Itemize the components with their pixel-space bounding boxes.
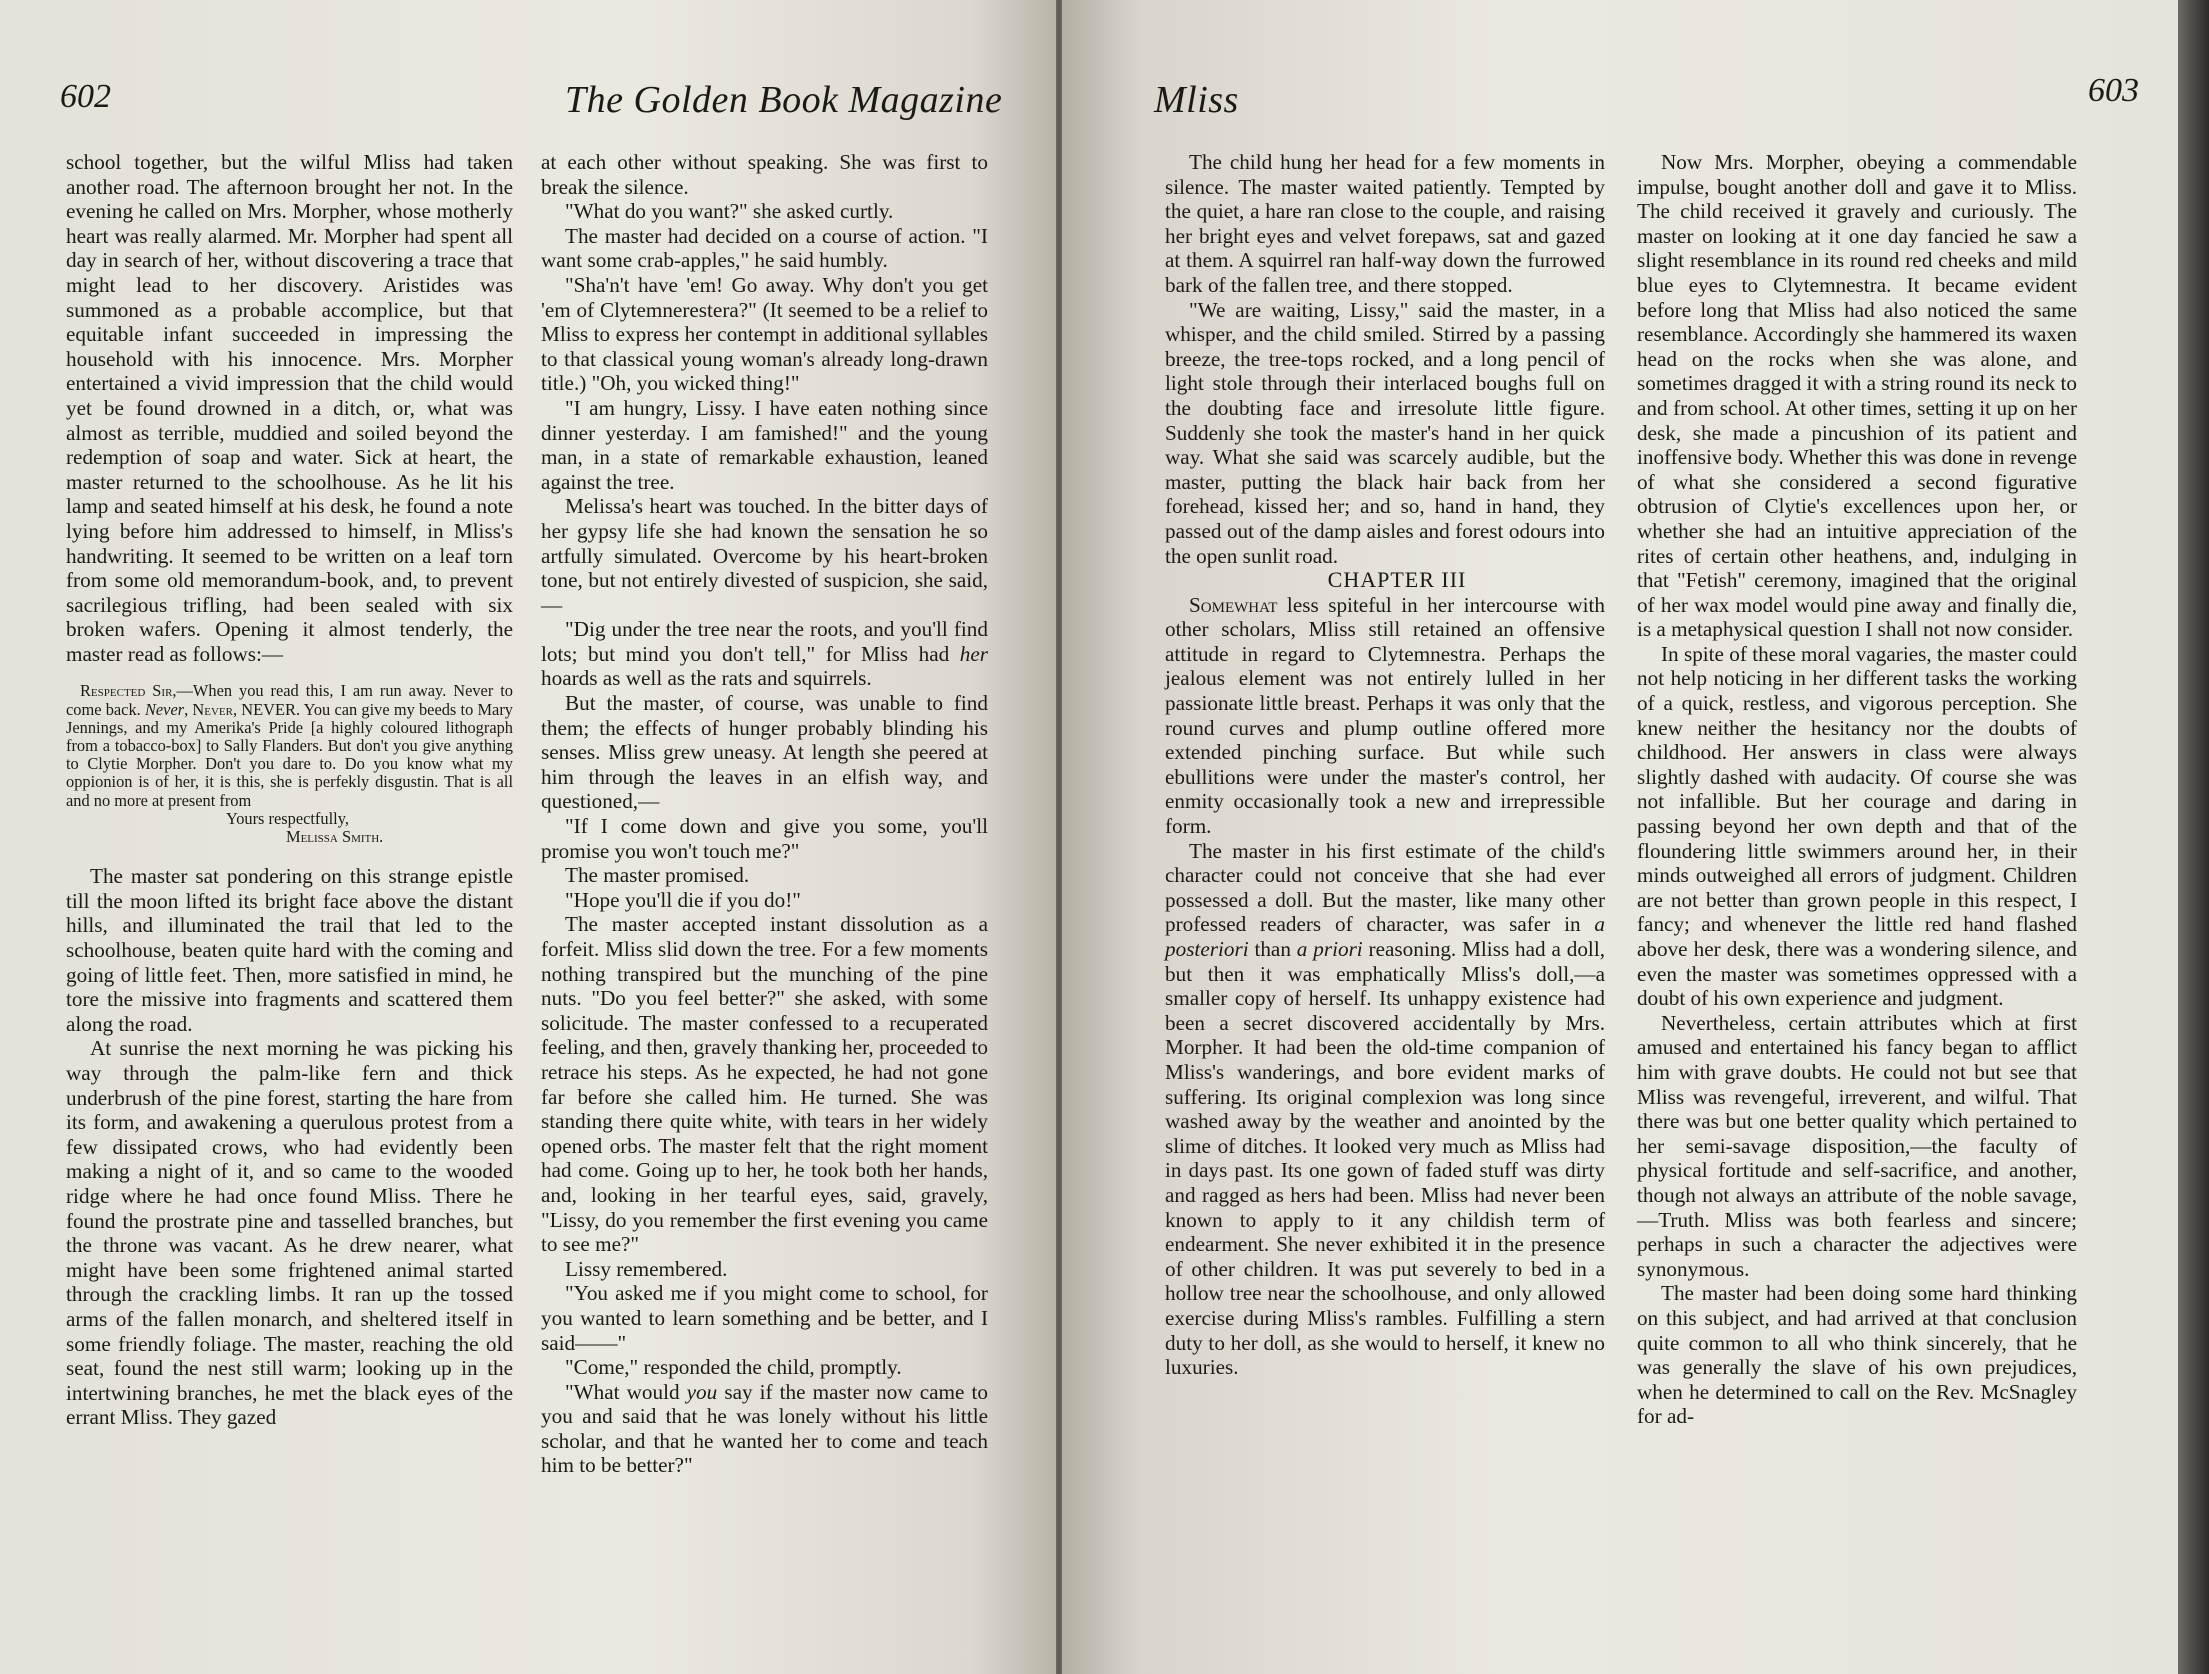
paragraph: At sunrise the next morning he was picking his way through the palm-like fern and thick underbrush of the pine forest, starting the hare from its form, and awakening a querulous protest from a few dissipated crows, who had evidently been making a night of it, and so came to the wooded ridge where he had once found Mliss. There he found the prostrate pine and tasselled branches, but the throne was vacant. As he drew nearer, what might have been some frightened animal started through the crackling limbs. It ran up the tossed arms of the fallen monarch, and sheltered itself in some friendly foliage. The master, reaching the old seat, found the nest still warm; looking up in the intertwining branches, he met the black eyes of the errant Mliss. They gazed: [66, 1036, 513, 1430]
page-number: 603: [2088, 72, 2139, 109]
paragraph: "I am hungry, Lissy. I have eaten nothing since dinner yesterday. I am famished!" and the young man, in a state of remarkable exhaustion, leaned against the tree.: [541, 395, 988, 494]
right-page: [1062, 0, 2178, 1674]
paragraph: "You asked me if you might come to school, for you wanted to learn something and be better, and I said——": [541, 1281, 988, 1355]
paragraph: The master promised.: [565, 863, 750, 888]
text-column-1: [1165, 150, 1605, 1380]
paragraph: The master in his first estimate of the child's character could not conceive that she had ever possessed a doll. But the master, like many other professed readers of character, was safer in a posteriori than a priori reasoning. Mliss had a doll, but then it was emphatically Mliss's doll,—a smaller copy of herself. Its unhappy existence had been a secret discovered accidentally by Mrs. Morpher. It had been the old-time companion of Mliss's wanderings, and bore evident marks of suffering. Its original complexion was long since washed away by the weather and anointed by the slime of ditches. It looked very much as Mliss had in days past. Its one gown of faded stuff was dirty and ragged as hers had been. Mliss had never been known to apply to it any childish term of endearment. She never exhibited it in the presence of other children. It was put severely to bed in a hollow tree near the schoolhouse, and only allowed exercise during Mliss's rambles. Fulfilling a stern duty to her doll, as she would to herself, it knew no luxuries.: [1165, 838, 1606, 1380]
paragraph: school together, but the wilful Mliss had taken another road. The afternoon brought her not. In the evening he called on Mrs. Morpher, whose motherly heart was really alarmed. Mr. Morpher had spent all day in search of her, without discovering a trace that might lead to her discovery. Aristides was summoned as a probable accomplice, but that equitable infant succeeded in impressing the household with his innocence. Mrs. Morpher entertained a vivid impression that the child would yet be found drowned in a ditch, or, what was almost as terrible, muddied and soiled beyond the redemption of soap and water. Sick at heart, the master returned to the schoolhouse. As he lit his lamp and seated himself at his desk, he found a note lying before him addressed to himself, in Mliss's handwriting. It seemed to be written on a leaf torn from some old memorandum-book, and, to prevent sacrilegious trifling, had been sealed with six broken wafers. Opening it almost tenderly, the master read as follows:—: [66, 150, 513, 666]
paragraph: "We are waiting, Lissy," said the master, in a whisper, and the child smiled. Stirred by a passing breeze, the tree-tops rocked, and a long pencil of light stole through their interlaced boughs full on the doubting face and irresolute little figure. Suddenly she took the master's hand in her quick way. What she said was scarcely audible, but the master, putting the black hair back from her forehead, kissed her; and so, hand in hand, they passed out of the damp aisles and forest odours into the open sunlit road.: [1165, 297, 1605, 568]
running-title: Mliss: [1154, 79, 1239, 121]
paragraph: "Hope you'll die if you do!": [565, 887, 801, 912]
chapter-lead-word: Somewhat: [1189, 592, 1278, 617]
letter-salutation: Respected Sir,: [80, 681, 177, 701]
left-page: [0, 0, 1056, 1674]
letter-closing: Yours respectfully,: [226, 808, 349, 828]
paragraph: The master sat pondering on this strange epistle till the moon lifted its bright face above the distant hills, and illuminated the trail that led to the schoolhouse, beaten quite hard with the coming and going of little feet. Then, more satisfied in mind, he tore the missive into fragments and scattered them along the road.: [66, 864, 513, 1036]
paragraph: But the master, of course, was unable to find them; the effects of hunger probably blinding his senses. Mliss grew uneasy. At length she peered at him through the leaves in an elfish way, and questioned,—: [541, 691, 988, 814]
paragraph: "Come," responded the child, promptly.: [565, 1355, 902, 1380]
letter-signature: Melissa Smith.: [286, 827, 384, 847]
paragraph: The child hung her head for a few moments in silence. The master waited patiently. Tempted by the quiet, a hare ran close to the couple, and raising her bright eyes and velvet forepaws, sat and gazed at them. A squirrel ran half-way down the furrowed bark of the fallen tree, and there stopped.: [1165, 150, 1605, 297]
chapter-heading: CHAPTER III: [1327, 567, 1467, 593]
paragraph: "What do you want?" she asked curtly.: [565, 199, 894, 224]
paragraph: at each other without speaking. She was first to break the silence.: [541, 150, 988, 199]
paragraph: Lissy remembered.: [565, 1256, 728, 1281]
letter-body: Respected Sir,—When you read this, I am run away. Never to come back. Never, Never, NEVER. You can give my beeds to Mary Jennings, and my Amerika's Pride [a highly coloured lithograph from a tobacco-box] to Sally Flanders. But don't you give anything to Clytie Morpher. Don't you dare to. Do you know what my oppionion is of her, it is this, she is perfekly disgustin. That is all and no more at present from: [66, 681, 514, 810]
paragraph: Nevertheless, certain attributes which at first amused and entertained his fancy began to afflict him with grave doubts. He could not but see that Mliss was revengeful, irreverent, and wilful. That there was but one better quality which pertained to her semi-savage disposition,—the faculty of physical fortitude and self-sacrifice, and another, though not always an attribute of the noble savage,—Truth. Mliss was both fearless and sincere; perhaps in such a character the adjectives were synonymous.: [1637, 1010, 2077, 1281]
paragraph: The master accepted instant dissolution as a forfeit. Mliss slid down the tree. For a few moments nothing transpired but the munching of the pine nuts. "Do you feel better?" she asked, with some solicitude. The master confessed to a recuperated feeling, and then, gravely thanking her, proceeded to retrace his steps. As he expected, he had not gone far before she called him. He turned. She was standing there quite white, with tears in her widely opened orbs. The master felt that the right moment had come. Going up to her, he took both her hands, and, looking in her tearful eyes, said, gravely, "Lissy, do you remember the first evening you came to see me?": [541, 912, 988, 1257]
paragraph: The master had been doing some hard thinking on this subject, and had arrived at that conclusion quite common to all who think sincerely, that he was generally the slave of his own prejudices, when he determined to call on the Rev. McSnagley for ad-: [1637, 1281, 2077, 1429]
paragraph: "What would you say if the master now came to you and said that he was lonely without his little scholar, and that he wanted her to come and teach him to be better?": [541, 1379, 988, 1478]
text-column-2: [1637, 150, 2077, 1429]
running-title: The Golden Book Magazine: [565, 79, 1003, 121]
paragraph: The master had decided on a course of action. "I want some crab-apples," he said humbly.: [541, 223, 988, 273]
paragraph: Somewhat less spiteful in her intercourse with other scholars, Mliss still retained an offensive attitude in regard to Clytemnestra. Perhaps the jealous element was not entirely lulled in her passionate little breast. Perhaps it was only that the round curves and plump outline offered more extended pinching surface. But while such ebullitions were under the master's control, her enmity occasionally took a new and irrepressible form.: [1165, 592, 1605, 839]
page-edge: [2178, 0, 2209, 1674]
paragraph: "If I come down and give you some, you'll promise you won't touch me?": [541, 814, 988, 863]
page-number: 602: [60, 78, 111, 115]
paragraph: Now Mrs. Morpher, obeying a commendable impulse, bought another doll and gave it to Mliss. The child received it gravely and curiously. The master on looking at it one day fancied he saw a slight resemblance in its round red cheeks and mild blue eyes to Clytemnestra. It became evident before long that Mliss had also noticed the same resemblance. Accordingly she hammered its waxen head on the rocks when she was alone, and sometimes dragged it with a string round its neck to and from school. At other times, setting it up on her desk, she made a pincushion of its patient and inoffensive body. Whether this was done in revenge of what she considered a second figurative obtrusion of Clytie's excellences upon her, or whether she had an intuitive appreciation of the rites of certain other heathens, and, indulging in that "Fetish" ceremony, imagined that the original of her wax model would pine away and finally die, is a metaphysical question I shall not now consider.: [1637, 150, 2077, 642]
text-column-1: [66, 150, 513, 1430]
letter: [66, 682, 513, 846]
paragraph: "Sha'n't have 'em! Go away. Why don't you get 'em of Clytemnerestera?" (It seemed to be a relief to Mliss to express her contempt in additional syllables to that classical young woman's already long-drawn title.) "Oh, you wicked thing!": [541, 272, 988, 396]
paragraph: In spite of these moral vagaries, the master could not help noticing in her different tasks the working of a quick, restless, and vigorous perception. She knew neither the hesitancy nor the doubts of childhood. Her answers in class were always slightly dashed with audacity. Of course she was not infallible. But her courage and daring in passing beyond her own depth and that of the floundering little swimmers around her, in their minds outweighed all errors of judgment. Children are not better than grown people in this respect, I fancy; and whenever the little red hand flashed above her desk, there was a wondering silence, and even the master was sometimes oppressed with a doubt of his own experience and judgment.: [1637, 641, 2077, 1011]
text-column-2: [541, 150, 988, 1478]
paragraph: "Dig under the tree near the roots, and you'll find lots; but mind you don't tell," for Mliss had her hoards as well as the rats and squirrels.: [541, 617, 988, 691]
paragraph: Melissa's heart was touched. In the bitter days of her gypsy life she had known the sensation he so artfully simulated. Overcome by his heart-broken tone, but not entirely divested of suspicion, she said,—: [541, 494, 988, 617]
